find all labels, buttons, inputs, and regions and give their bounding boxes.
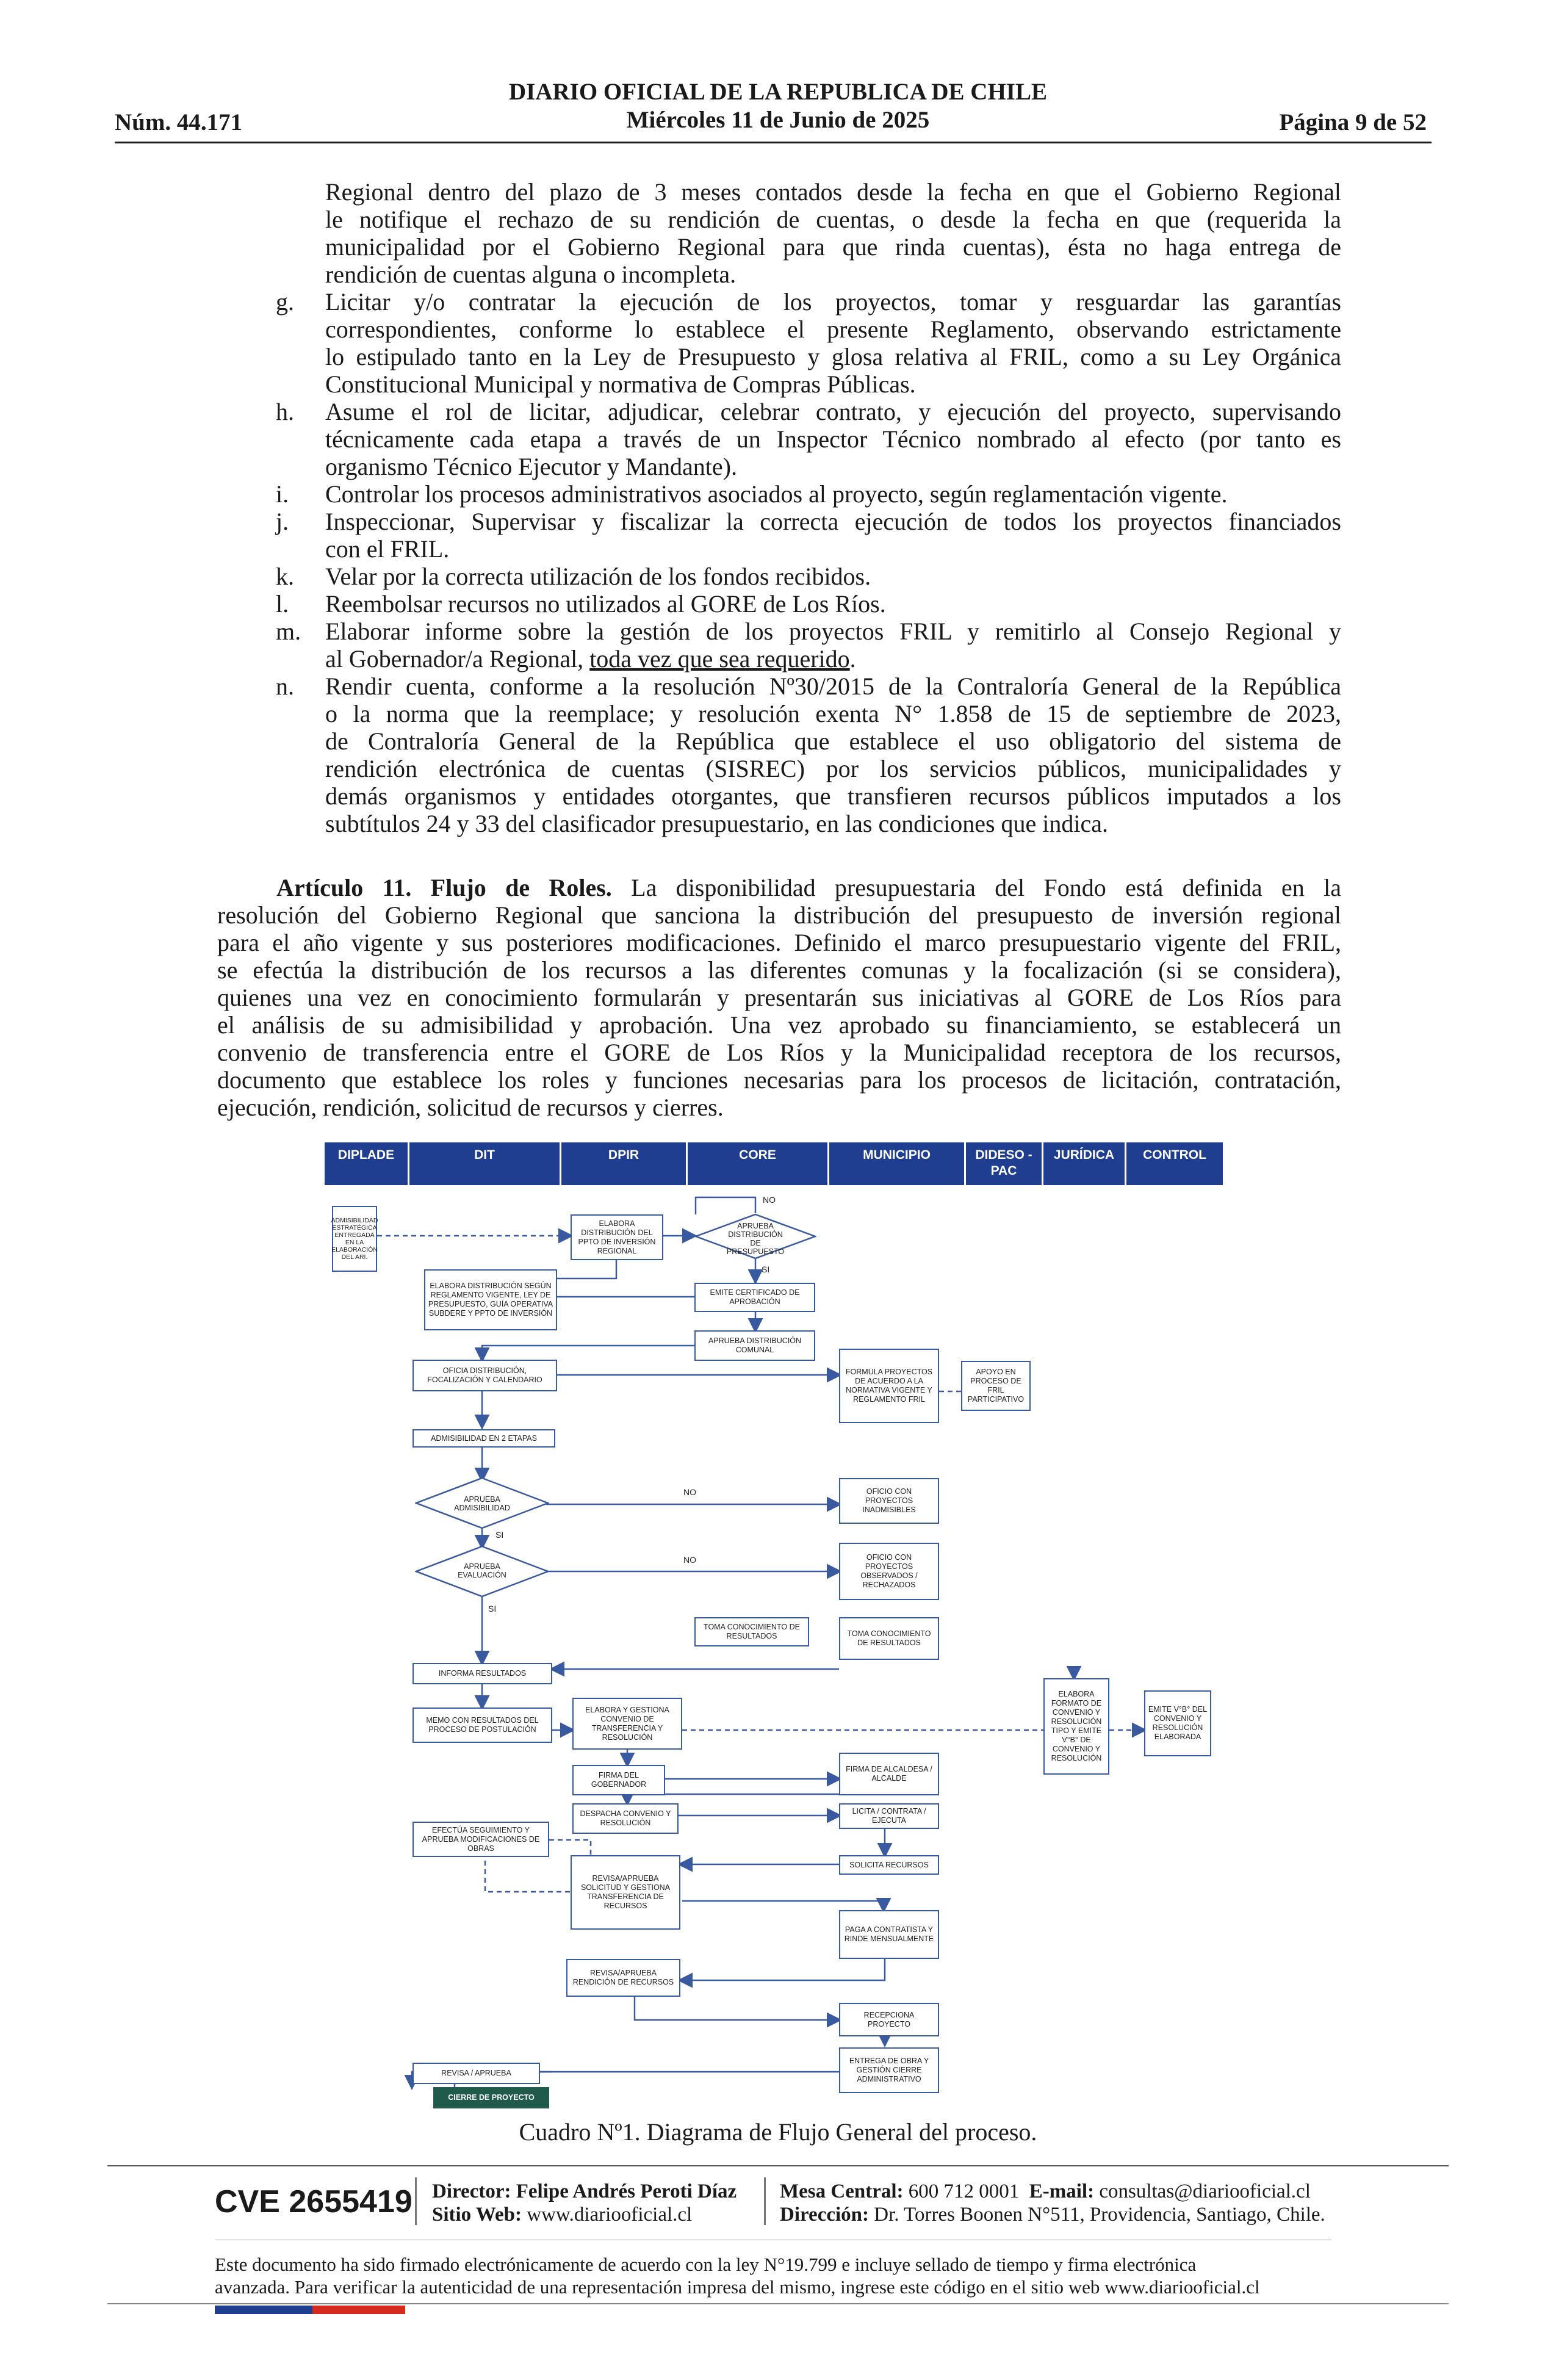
list-label: g. bbox=[276, 288, 294, 316]
box-emite-certificado: EMITE CERTIFICADO DE APROBACIÓN bbox=[694, 1283, 815, 1312]
box-revisa-aprueba-solicitud: REVISA/APRUEBA SOLICITUD Y GESTIONA TRANSFERENCIA DE RECURSOS bbox=[571, 1855, 680, 1930]
list-line: correspondientes, conforme lo establece el presente Reglamento, observando estrictamente bbox=[325, 316, 1341, 343]
box-toma-conocimiento-core: TOMA CONOCIMIENTO DE RESULTADOS bbox=[694, 1617, 809, 1646]
email-link[interactable]: consultas@diariooficial.cl bbox=[1099, 2180, 1311, 2202]
signature-note: avanzada. Para verificar la autenticidad de una representación impresa del mismo, ingrese este código en el sitio web www.diariooficial.cl bbox=[215, 2276, 1260, 2298]
list-line: Constitucional Municipal y normativa de Compras Públicas. bbox=[325, 370, 916, 398]
footer-rule-top bbox=[107, 2165, 1449, 2166]
box-solicita-recursos: SOLICITA RECURSOS bbox=[839, 1855, 939, 1875]
footer-contact bbox=[780, 2180, 1311, 2203]
box-recepciona-proyecto: RECEPCIONA PROYECTO bbox=[839, 2003, 939, 2036]
box-oficio-inadmisibles: OFICIO CON PROYECTOS INADMISIBLES bbox=[839, 1478, 939, 1524]
phone-label: Mesa Central: bbox=[780, 2180, 904, 2202]
footer-rule-bottom bbox=[107, 2303, 1449, 2304]
list-line-text: al Gobernador/a Regional, bbox=[325, 645, 590, 673]
article-line: se efectúa la distribución de los recursos a las diferentes comunas y la focalización (si se considera), bbox=[217, 956, 1341, 984]
box-memo-resultados: MEMO CON RESULTADOS DEL PROCESO DE POSTULACIÓN bbox=[412, 1707, 552, 1743]
list-label: k. bbox=[276, 563, 294, 590]
article-line: resolución del Gobierno Regional que sanciona la distribución del presupuesto de inversión regional bbox=[217, 901, 1341, 929]
list-label: h. bbox=[276, 398, 294, 425]
footer-separator bbox=[415, 2177, 417, 2225]
box-revisa-aprueba: REVISA / APRUEBA bbox=[412, 2063, 540, 2084]
issue-number: Núm. 44.171 bbox=[115, 109, 243, 135]
footer-website bbox=[432, 2203, 692, 2226]
list-label: n. bbox=[276, 673, 294, 700]
footer-address bbox=[780, 2203, 1325, 2226]
flow-label-no: NO bbox=[763, 1195, 776, 1205]
list-line: le notifique el rechazo de su rendición de cuentas, o desde la fecha en que (requerida la bbox=[325, 206, 1341, 233]
lane-core: CORE bbox=[688, 1142, 827, 1185]
flag-bar-blue bbox=[215, 2306, 312, 2314]
box-informa-resultados: INFORMA RESULTADOS bbox=[412, 1663, 552, 1684]
flow-label-no: NO bbox=[683, 1487, 696, 1497]
footer-director bbox=[432, 2180, 737, 2203]
flow-label-si: SI bbox=[488, 1604, 497, 1614]
box-admisibilidad-2-etapas: ADMISIBILIDAD EN 2 ETAPAS bbox=[412, 1429, 555, 1448]
article-title: Artículo 11. Flujo de Roles. bbox=[276, 874, 612, 901]
website-label: Sitio Web: bbox=[432, 2204, 522, 2226]
page-number: Página 9 de 52 bbox=[1279, 109, 1427, 135]
list-line: Inspeccionar, Supervisar y fiscalizar la correcta ejecución de todos los proyectos financiados bbox=[325, 508, 1341, 535]
underlined-text: toda vez que sea requerido bbox=[589, 645, 850, 673]
footer-separator bbox=[764, 2177, 766, 2225]
box-aprueba-distribucion-comunal: APRUEBA DISTRIBUCIÓN COMUNAL bbox=[694, 1330, 815, 1361]
list-line: Reembolsar recursos no utilizados al GORE de Los Ríos. bbox=[325, 590, 886, 618]
box-emite-vb-convenio: EMITE V°B° DEL CONVENIO Y RESOLUCIÓN ELABORADA bbox=[1144, 1690, 1211, 1756]
list-line-text: . bbox=[849, 645, 856, 673]
article-line: quienes una vez en conocimiento formularán y presentarán sus iniciativas al GORE de Los Ríos para bbox=[217, 984, 1341, 1011]
article-line: documento que establece los roles y funciones necesarias para los procesos de licitación, contratación, bbox=[217, 1066, 1341, 1094]
box-firma-gobernador: FIRMA DEL GOBERNADOR bbox=[572, 1765, 665, 1795]
box-elabora-gestiona-convenio: ELABORA Y GESTIONA CONVENIO DE TRANSFERENCIA Y RESOLUCIÓN bbox=[572, 1698, 682, 1750]
list-line: Velar por la correcta utilización de los fondos recibidos. bbox=[325, 563, 871, 590]
list-label: j. bbox=[276, 508, 289, 535]
lane-dideso-pac: DIDESO - PAC bbox=[966, 1142, 1042, 1185]
director-name: Felipe Andrés Peroti Díaz bbox=[516, 2180, 737, 2202]
article-line: para el año vigente y sus posteriores modificaciones. Definido el marco presupuestario vigente del FRIL, bbox=[217, 929, 1341, 956]
director-label: Director: bbox=[432, 2180, 511, 2202]
article-line: convenio de transferencia entre el GORE de Los Ríos y la Municipalidad receptora de los recursos, bbox=[217, 1039, 1341, 1066]
article-line: el análisis de su admisibilidad y aprobación. Una vez aprobado su financiamiento, se establecerá un bbox=[217, 1011, 1341, 1039]
box-efectua-seguimiento: EFECTÚA SEGUIMIENTO Y APRUEBA MODIFICACIONES DE OBRAS bbox=[412, 1822, 549, 1857]
article-text: La disponibilidad presupuestaria del Fondo está definida en la bbox=[611, 874, 1341, 901]
list-line: Licitar y/o contratar la ejecución de los proyectos, tomar y resguardar las garantías bbox=[325, 288, 1341, 316]
address-value: Dr. Torres Boonen N°511, Providencia, Santiago, Chile. bbox=[874, 2204, 1325, 2226]
list-line: Elaborar informe sobre la gestión de los proyectos FRIL y remitirlo al Consejo Regional y bbox=[325, 618, 1341, 645]
box-revisa-rendicion: REVISA/APRUEBA RENDICIÓN DE RECURSOS bbox=[566, 1959, 680, 1997]
box-toma-conocimiento-municipio: TOMA CONOCIMIENTO DE RESULTADOS bbox=[839, 1617, 939, 1660]
list-line: Asume el rol de licitar, adjudicar, celebrar contrato, y ejecución del proyecto, supervisando bbox=[325, 398, 1341, 425]
list-label: i. bbox=[276, 480, 289, 508]
lane-municipio: MUNICIPIO bbox=[829, 1142, 964, 1185]
list-label: l. bbox=[276, 590, 289, 618]
lane-juridica: JURÍDICA bbox=[1043, 1142, 1125, 1185]
box-elabora-distribucion-ppto: ELABORA DISTRIBUCIÓN DEL PPTO DE INVERSIÓN REGIONAL bbox=[571, 1214, 663, 1260]
flow-label-si: SI bbox=[762, 1264, 770, 1274]
list-line: con el FRIL. bbox=[325, 535, 450, 563]
box-cierre-proyecto: CIERRE DE PROYECTO bbox=[433, 2087, 549, 2108]
flow-label-no: NO bbox=[683, 1555, 696, 1565]
decision-label: APRUEBA DISTRIBUCIÓN DE PRESUPUESTO bbox=[726, 1222, 785, 1256]
box-licita-contrata: LICITA / CONTRATA / EJECUTA bbox=[839, 1803, 939, 1829]
list-line: organismo Técnico Ejecutor y Mandante). bbox=[325, 453, 737, 480]
list-line: técnicamente cada etapa a través de un Inspector Técnico nombrado al efecto (por tanto es bbox=[325, 425, 1341, 453]
article-line: ejecución, rendición, solicitud de recursos y cierres. bbox=[217, 1094, 724, 1121]
list-line: demás organismos y entidades otorgantes, que transfieren recursos públicos imputados a los bbox=[325, 782, 1341, 810]
issue-date: Miércoles 11 de Junio de 2025 bbox=[626, 107, 930, 133]
list-label: m. bbox=[276, 618, 301, 645]
box-oficia-distribucion: OFICIA DISTRIBUCIÓN, FOCALIZACIÓN Y CALENDARIO bbox=[412, 1360, 557, 1391]
website-link[interactable]: www.diariooficial.cl bbox=[527, 2204, 693, 2226]
box-despacha-convenio: DESPACHA CONVENIO Y RESOLUCIÓN bbox=[572, 1803, 679, 1834]
list-line: municipalidad por el Gobierno Regional para que rinda cuentas), ésta no haga entrega de bbox=[325, 233, 1341, 261]
decision-label: APRUEBA EVALUACIÓN bbox=[458, 1562, 506, 1579]
box-entrega-obra: ENTREGA DE OBRA Y GESTIÓN CIERRE ADMINISTRATIVO bbox=[839, 2047, 939, 2093]
signature-note: Este documento ha sido firmado electrónicamente de acuerdo con la ley N°19.799 e incluye sellado de tiempo y firma electrónica bbox=[215, 2254, 1197, 2275]
lane-control: CONTROL bbox=[1126, 1142, 1223, 1185]
list-line: o la norma que la reemplace; y resolución exenta N° 1.858 de 15 de septiembre de 2023, bbox=[325, 700, 1341, 727]
box-firma-alcalde: FIRMA DE ALCALDESA / ALCALDE bbox=[839, 1753, 939, 1795]
figure-caption: Cuadro Nº1. Diagrama de Flujo General del proceso. bbox=[519, 2118, 1037, 2146]
lane-dpir: DPIR bbox=[561, 1142, 686, 1185]
box-paga-contratista: PAGA A CONTRATISTA Y RINDE MENSUALMENTE bbox=[839, 1910, 939, 1959]
list-line: rendición electrónica de cuentas (SISREC) por los servicios públicos, municipalidades y bbox=[325, 755, 1341, 782]
lane-dit: DIT bbox=[409, 1142, 560, 1185]
flow-label-si: SI bbox=[495, 1530, 504, 1540]
cve-code: CVE 2655419 bbox=[215, 2184, 412, 2220]
list-line: de Contraloría General de la República que establece el uso obligatorio del sistema de bbox=[325, 727, 1341, 755]
box-elabora-formato-convenio: ELABORA FORMATO DE CONVENIO Y RESOLUCIÓN TIPO Y EMITE V°B° DE CONVENIO Y RESOLUCIÓN bbox=[1043, 1678, 1109, 1775]
flag-bar-red bbox=[312, 2306, 405, 2314]
box-formula-proyectos: FORMULA PROYECTOS DE ACUERDO A LA NORMATIVA VIGENTE Y REGLAMENTO FRIL bbox=[839, 1349, 939, 1423]
address-label: Dirección: bbox=[780, 2204, 870, 2226]
phone-value: 600 712 0001 bbox=[908, 2180, 1020, 2202]
box-elabora-distribucion-reglamento: ELABORA DISTRIBUCIÓN SEGÚN REGLAMENTO VIGENTE, LEY DE PRESUPUESTO, GUÍA OPERATIVA SUBDERE Y PPTO DE INVERSIÓN bbox=[424, 1269, 557, 1330]
box-admisibilidad-estrategica: ADMISIBILIDAD ESTRATÉGICA ENTREGADA EN LA ELABORACIÓN DEL ARI. bbox=[332, 1206, 377, 1272]
list-line: Controlar los procesos administrativos asociados al proyecto, según reglamentación vigente. bbox=[325, 480, 1228, 508]
list-line: lo estipulado tanto en la Ley de Presupuesto y glosa relativa al FRIL, como a su Ley Orgánica bbox=[325, 343, 1341, 370]
list-line: Rendir cuenta, conforme a la resolución Nº30/2015 de la Contraloría General de la República bbox=[325, 673, 1341, 700]
newspaper-title: DIARIO OFICIAL DE LA REPUBLICA DE CHILE bbox=[508, 79, 1047, 105]
lane-diplade: DIPLADE bbox=[325, 1142, 408, 1185]
box-apoyo-fril-participativo: APOYO EN PROCESO DE FRIL PARTICIPATIVO bbox=[961, 1361, 1031, 1411]
email-label: E-mail: bbox=[1029, 2180, 1095, 2202]
decision-label: APRUEBA ADMISIBILIDAD bbox=[454, 1495, 510, 1512]
list-line: rendición de cuentas alguna o incompleta. bbox=[325, 261, 737, 288]
list-line: Regional dentro del plazo de 3 meses contados desde la fecha en que el Gobierno Regional bbox=[325, 178, 1341, 206]
list-line: subtítulos 24 y 33 del clasificador presupuestario, en las condiciones que indica. bbox=[325, 810, 1109, 837]
box-oficio-observados: OFICIO CON PROYECTOS OBSERVADOS / RECHAZADOS bbox=[839, 1543, 939, 1600]
